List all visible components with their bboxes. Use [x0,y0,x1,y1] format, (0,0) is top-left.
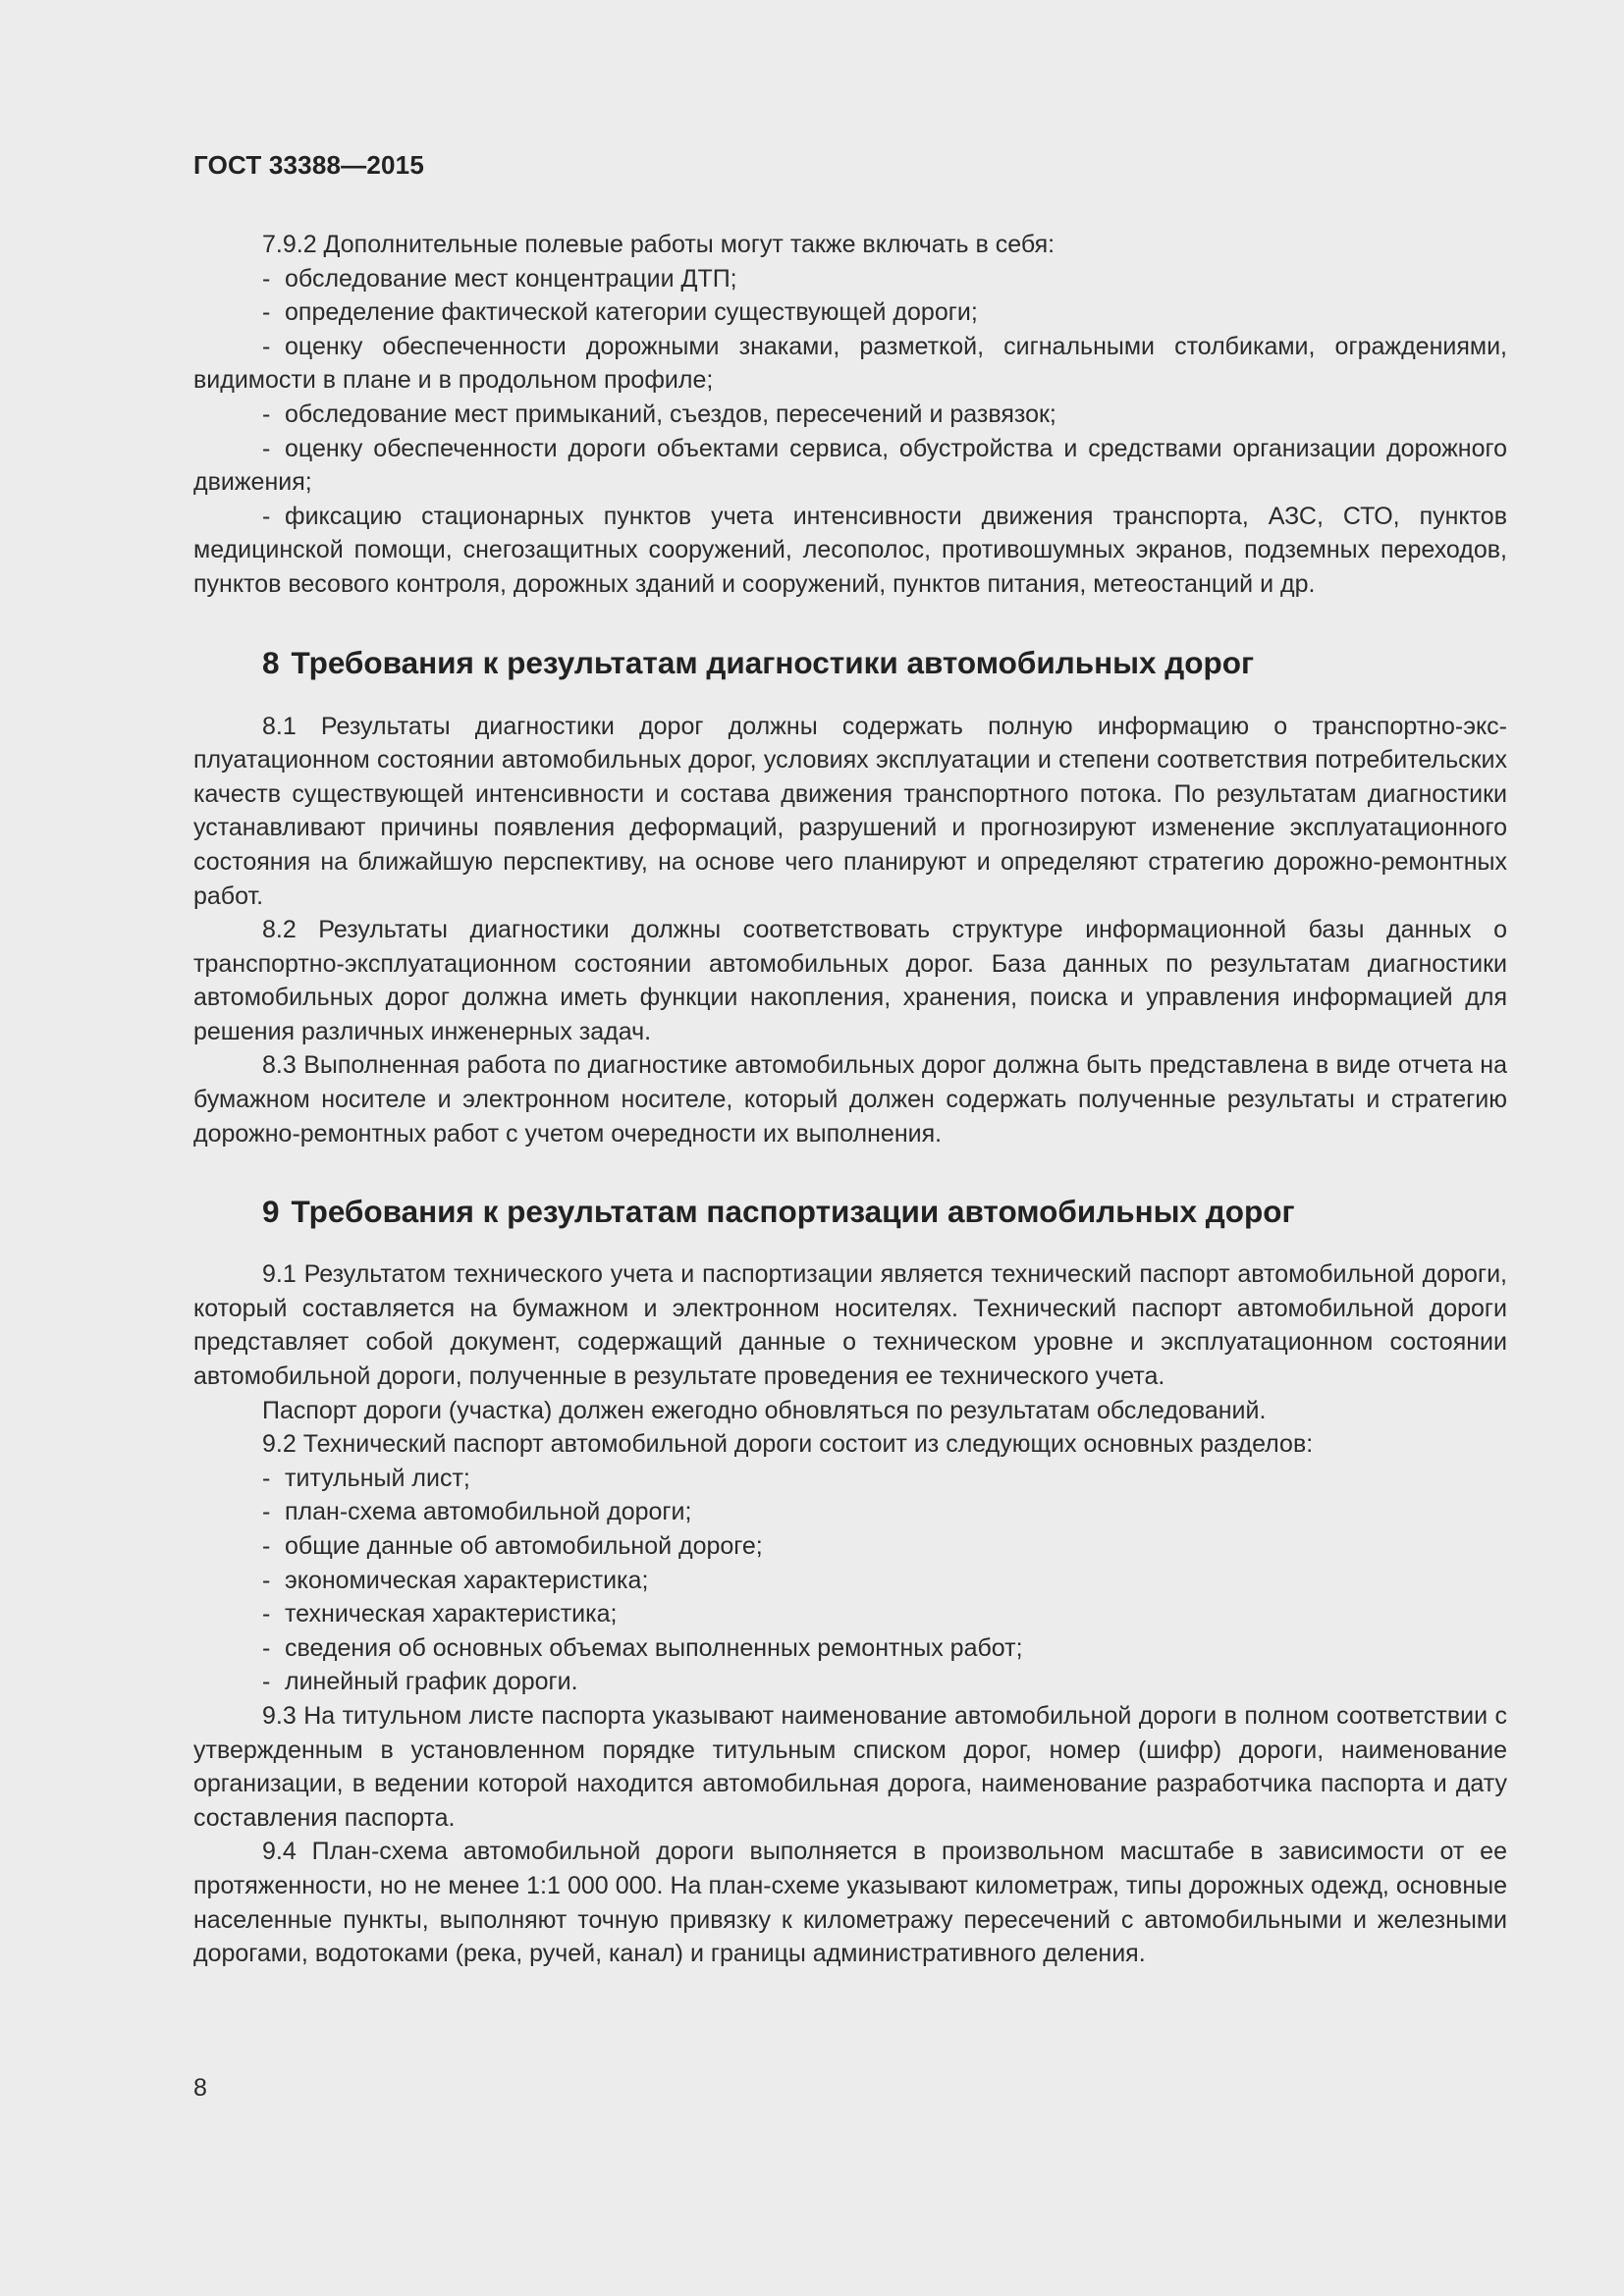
list-dash: - [262,332,271,360]
list-dash: - [262,1633,271,1662]
list-dash: - [262,400,271,428]
list-dash: - [262,1668,271,1696]
paragraph-8-2: 8.2 Результаты диагностики должны соответствовать структуре информационной базы данных о транспортно-эксплуатационном состоянии автомобильных дорог. База данных по результатам диагностики автомобильных дорог должна иметь функции накопления, хранения, поиска и управления информацией для решения различных инженерных задач. [193,916,1507,1045]
section-number: 8 [262,644,280,680]
list-item: - экономическая характеристика; [193,1564,1507,1598]
page-number: 8 [193,2074,207,2102]
list-item: - оценку обеспеченности дороги объектами сервиса, обустройства и средствами организации дорожного движения; [193,432,1507,500]
list-dash: - [262,434,271,462]
list-item: - фиксацию стационарных пунктов учета интенсивности движения транспорта, АЗС, СТО, пунктов медицинской помощи, снегозащитных сооружений, лесополос, противошумных экранов, подземных переходов, пунктов весового контроля, дорожных зданий и сооружений, пунктов питания, метеостанций и др. [193,500,1507,602]
list-item: - обследование мест примыканий, съездов, пересечений и развязок; [193,398,1507,432]
list-dash: - [262,264,271,293]
paragraph-9-1-note: Паспорт дороги (участка) должен ежегодно обновляться по результатам обследований. [262,1396,1267,1424]
paragraph-8-1: 8.1 Результаты диагностики дорог должны содержать полную информацию о транспортно-эксплуатационном состоянии автомобильных дорог, условиях эксплуатации и степени соответствия потребительских качеств существующей интенсивности и состава движения транспортного потока. По результатам диагностики устанавливают причины появления деформаций, разрушений и прогнозируют изменение эксплуатационного состояния на ближайшую перспективу, на основе чего планируют и определяют стратегию дорожно-ремонтных работ. [193,712,1507,910]
list-dash: - [262,1600,271,1629]
paragraph-9-2: 9.2 Технический паспорт автомобильной дороги состоит из следующих основных разделов: [262,1430,1314,1459]
list-dash: - [262,1498,271,1526]
section-9-heading [193,1192,1507,1231]
paragraph-9-1: 9.1 Результатом технического учета и паспортизации является технический паспорт автомобильной дороги, который составляется на бумажном и электронном носителях. Технический паспорт автомобильной дороги представляет собой документ, содержащий данные о техническом уровне и эксплуатационном состоянии автомобильной дороги, полученные в результате проведения ее технического учета. [193,1260,1507,1391]
list-item: - техническая характеристика; [193,1597,1507,1631]
list-dash: - [262,1464,271,1492]
paragraph-9-3: 9.3 На титульном листе паспорта указывают наименование автомобильной дороги в полном соответствии с утвержденным в установленном порядке титульным списком дорог, номер (шифр) дороги, наименование организации, в ведении которой находится автомобильная дорога, наименование разработчика паспорта и дату составления паспорта. [193,1701,1507,1832]
list-item: - план-схема автомобильной дороги; [193,1495,1507,1529]
paragraph-7-9-2: 7.9.2 Дополнительные полевые работы могут также включать в себя: [262,231,1056,258]
list-dash: - [262,298,271,327]
list-item: - титульный лист; [193,1462,1507,1496]
list-item: - определение фактической категории существующей дороги; [193,295,1507,330]
section-number: 9 [262,1194,280,1230]
list-dash: - [262,1532,271,1560]
section-title: Требования к результатам диагностики автомобильных дорог [291,644,1255,680]
list-item: - обследование мест концентрации ДТП; [193,262,1507,296]
list-item: - сведения об основных объемах выполненных ремонтных работ; [193,1631,1507,1666]
list-item: - линейный график дороги. [193,1665,1507,1699]
section-title: Требования к результатам паспортизации автомобильных дорог [291,1194,1295,1230]
list-dash: - [262,1566,271,1594]
section-8-heading [193,643,1507,682]
document-page [193,147,1507,1971]
list-item: - оценку обеспеченности дорожными знаками, разметкой, сигнальными столбиками, ограждениями, видимости в плане и в продольном профиле; [193,330,1507,398]
paragraph-9-4: 9.4 План-схема автомобильной дороги выполняется в произвольном масштабе в зависимости от ее протяженности, но не менее 1:1 000 000. На план-схеме указывают километраж, типы дорожных одежд, основные населенные пункты, выполняют точную привязку к километражу пересечений с автомобильными и железными дорогами, водотоками (река, ручей, канал) и границы административного деления. [193,1838,1507,1968]
list-dash: - [262,502,271,530]
list-item: - общие данные об автомобильной дороге; [193,1529,1507,1564]
document-code: ГОСТ 33388—2015 [193,150,424,180]
paragraph-8-3: 8.3 Выполненная работа по диагностике автомобильных дорог должна быть представлена в виде отчета на бумажном носителе и электронном носителе, который должен содержать полученные результаты и стратегию дорожно-ремонтных работ с учетом очередности их выполнения. [193,1051,1507,1148]
